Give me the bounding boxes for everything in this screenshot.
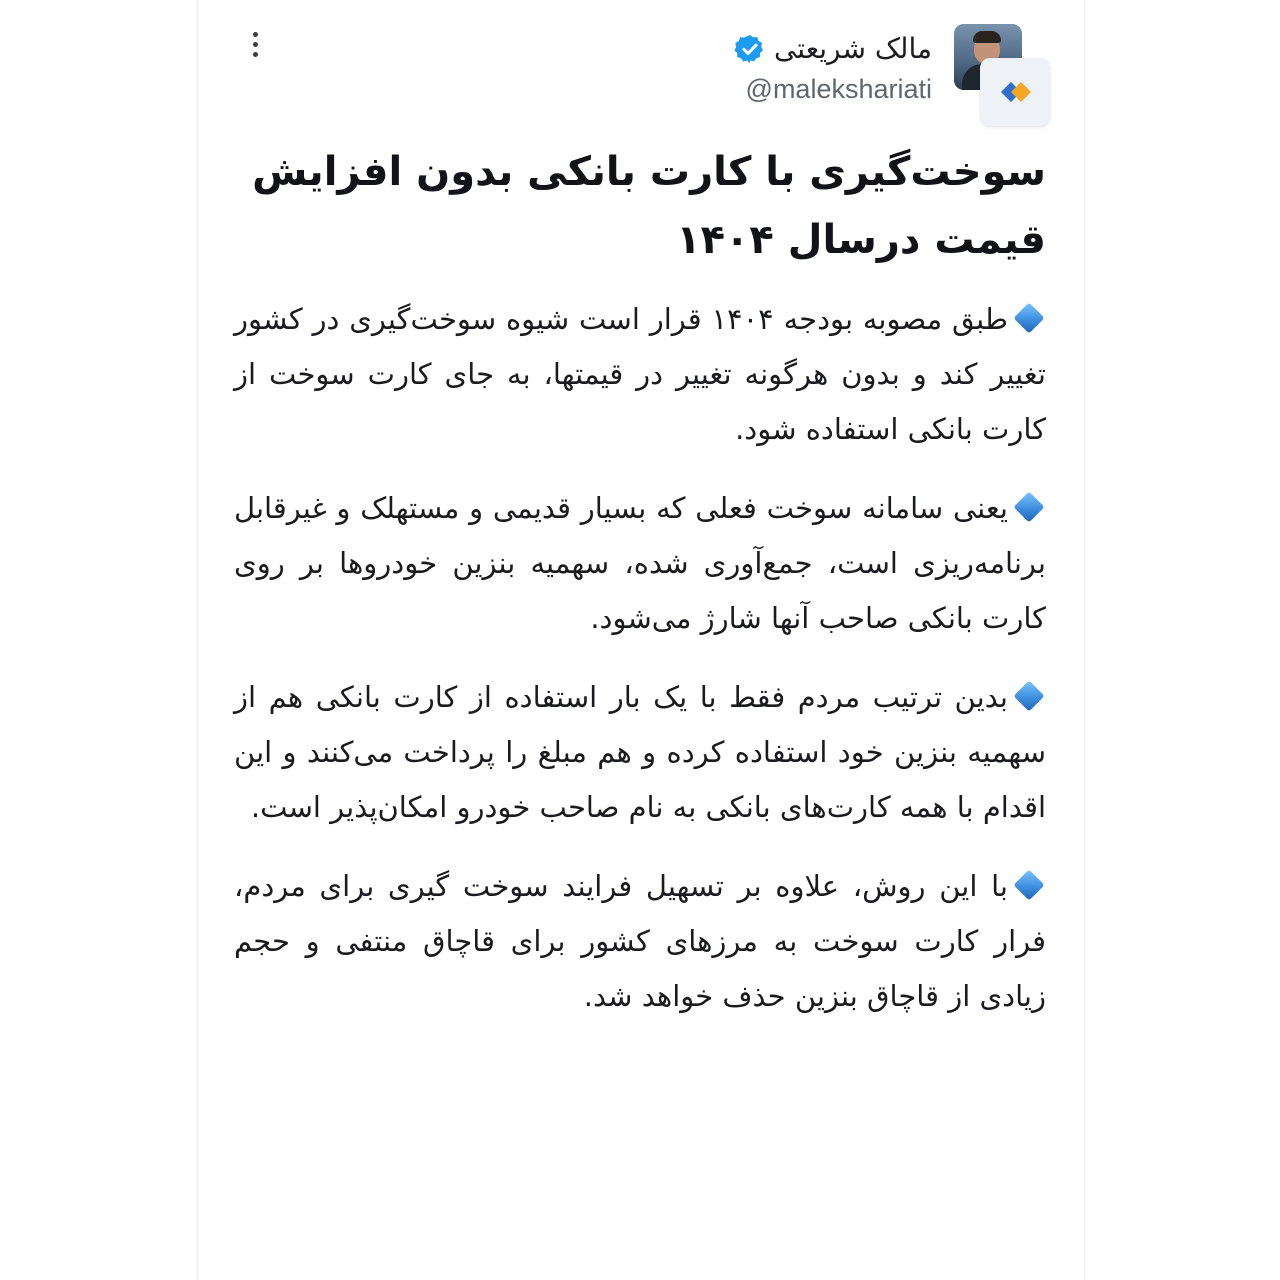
paragraph-text: طبق مصوبه بودجه ۱۴۰۴ قرار است شیوه سوخت‌گیری در کشور تغییر کند و بدون هرگونه تغییر در قیمتها، به جای کارت سوخت از کارت بانکی استفاده شود. (234, 302, 1046, 446)
tweet-paragraph (234, 670, 1046, 835)
tweet-paragraph (234, 859, 1046, 1024)
author-handle[interactable]: @malekshariati (745, 74, 932, 104)
more-vertical-icon-dot (253, 42, 258, 47)
paragraph-text: یعنی سامانه سوخت فعلی که بسیار قدیمی و مستهلک و غیرقابل برنامه‌ریزی است، جمع‌آوری شده، سهمیه بنزین خودروها بر روی کارت بانکی صاحب آنها شارژ می‌شود. (234, 491, 1046, 635)
blue-diamond-icon (1013, 869, 1044, 900)
more-vertical-icon (253, 32, 258, 37)
tweet-title: سوخت‌گیری با کارت بانکی بدون افزایش قیمت درسال ۱۴۰۴ (252, 149, 1046, 263)
verified-badge-icon (734, 33, 766, 65)
more-options-button[interactable] (238, 24, 272, 64)
author-display-name[interactable]: مالک شریعتی (773, 32, 932, 65)
tweet-paragraph (234, 481, 1046, 646)
paragraph-text: با این روش، علاوه بر تسهیل فرایند سوخت گیری برای مردم، فرار کارت سوخت به مرزهای کشور برای قاچاق منتفی و حجم زیادی از قاچاق بنزین حذف خواهد شد. (234, 869, 1046, 1013)
author-name-row[interactable] (734, 32, 932, 65)
blue-diamond-icon (1013, 680, 1044, 711)
tweet-body (234, 292, 1046, 1048)
paragraph-text: بدین ترتیب مردم فقط با یک بار استفاده از کارت بانکی هم از سهمیه بنزین خود استفاده کرده و هم مبلغ را پرداخت می‌کنند و این اقدام با همه کارت‌های بانکی به نام صاحب خودرو امکان‌پذیر است. (234, 680, 1046, 824)
more-vertical-icon-dot (253, 52, 258, 57)
tweet-header (550, 22, 1050, 112)
blue-diamond-icon (1013, 491, 1044, 522)
app-logo-icon (980, 58, 1050, 126)
tweet-paragraph (234, 292, 1046, 457)
blue-diamond-icon (1013, 302, 1044, 333)
